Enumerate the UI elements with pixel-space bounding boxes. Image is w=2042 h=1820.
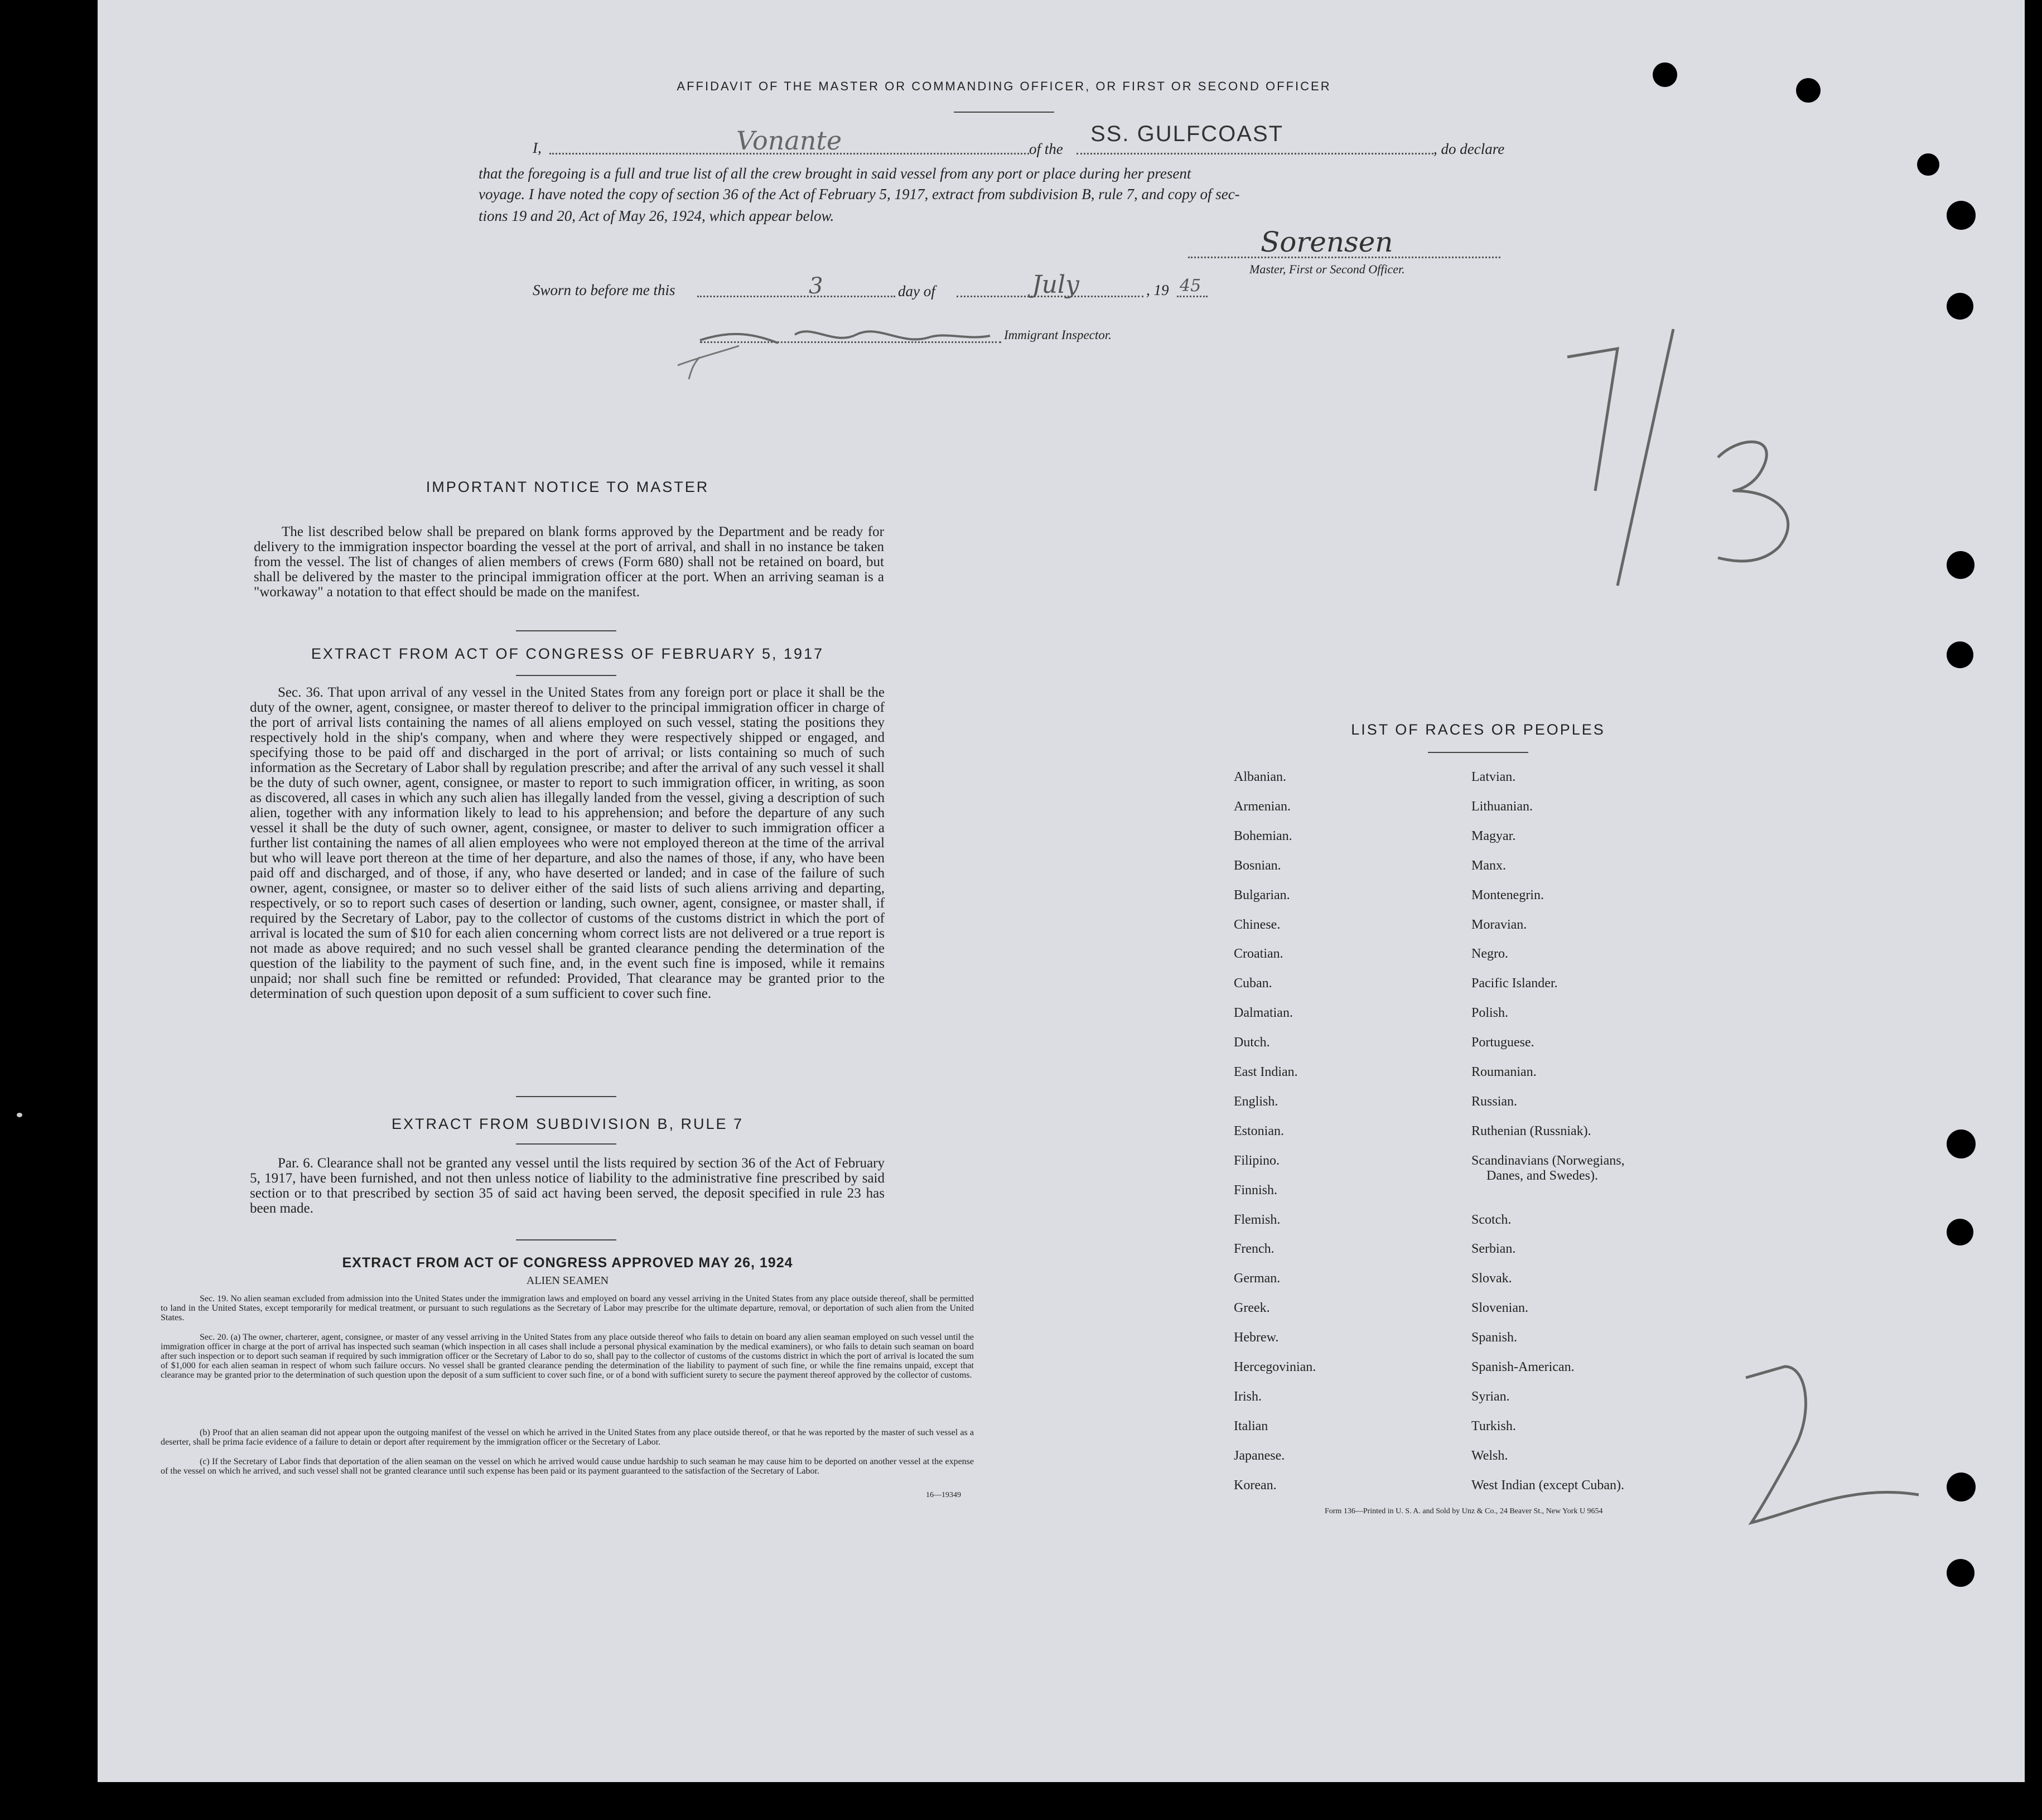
race-item: Roumanian. bbox=[1471, 1065, 1537, 1079]
rule7-title: EXTRACT FROM SUBDIVISION B, RULE 7 bbox=[391, 1116, 744, 1132]
race-item: Estonian. bbox=[1234, 1123, 1284, 1138]
race-item: Portuguese. bbox=[1471, 1035, 1534, 1050]
sworn-day: 3 bbox=[809, 273, 823, 299]
sec19-text: Sec. 19. No alien seaman excluded from admission into the United States under the immigration laws and employed on board any vessel arriving in the United States from any place outside thereof, shall be permitted to land in the United States, except temporarily for medical treatment, or pursuant to such regulations as the Secretary of Labor may prescribe for the ultimate departure, removal, or deportation of such alien from the United States. bbox=[161, 1294, 974, 1322]
race-item: Magyar. bbox=[1471, 828, 1516, 843]
race-item: Chinese. bbox=[1234, 917, 1281, 932]
race-item: Spanish-American. bbox=[1471, 1360, 1575, 1374]
extract-1917-title: EXTRACT FROM ACT OF CONGRESS OF FEBRUARY 5, 1917 bbox=[311, 645, 824, 662]
affidavit-body-2: voyage. I have noted the copy of section 36 of the Act of February 5, 1917, extract from subdivision B, rule 7, and copy of sec- bbox=[479, 186, 1240, 202]
rule7-rule bbox=[516, 1143, 616, 1145]
vessel-line bbox=[1076, 153, 1433, 155]
race-item: Negro. bbox=[1471, 947, 1508, 962]
race-item: Serbian. bbox=[1471, 1242, 1516, 1257]
race-item: German. bbox=[1234, 1271, 1281, 1286]
race-item: Slovenian. bbox=[1471, 1301, 1528, 1316]
i-label: I, bbox=[533, 139, 542, 156]
extract-1917-end-rule bbox=[516, 1096, 616, 1097]
vessel-name: SS. GULFCOAST bbox=[1090, 122, 1284, 146]
sec20b-text: (b) Proof that an alien seaman did not appear upon the outgoing manifest of the vessel on which he arrived in the United States from any place outside thereof, or that he was reported by the master of such vessel as a deserter, shall be prima facie evidence of a failure to detain or deport after requirement by the immigration officer or the Secretary of Labor. bbox=[161, 1428, 974, 1447]
punch-hole bbox=[1947, 293, 1973, 320]
sec20c-text: (c) If the Secretary of Labor finds that deportation of the alien seaman on the vessel on which he arrived would cause undue hardship to such seaman he may cause him to be deported on another vessel at the expense of the vessel on which he arrived, and such vessel shall not be granted clearance until such expense has been paid or its payment guaranteed to the satisfaction of the Secretary of Labor. bbox=[161, 1457, 974, 1476]
rule7-end-rule bbox=[516, 1239, 616, 1240]
sec20a-text: Sec. 20. (a) The owner, charterer, agent, consignee, or master of any vessel arriving in the United States from any place outside thereof who fails to detain on board any alien seaman employed on such vessel until the immigration officer in charge at the port of arrival has inspected such seaman (which inspection in all cases shall include a personal physical examination by the medical examiners), or who fails to detain such seaman on board after such inspection or to deport such seaman if required by such immigration officer or the Secretary of Labor to do so, shall pay to the collector of customs of the customs district in which the port of arrival is located the sum of $1,000 for each alien seaman in respect of whom such failure occurs. No vessel shall be granted clearance pending the determination of the liability to payment of such fine, or while the fine remains unpaid, except that clearance may be granted prior to the determination of such question upon the deposit of a sum sufficient to cover such fine, or of a bond with sufficient surety to secure the payment thereof approved by the collector of customs. bbox=[161, 1333, 974, 1380]
annotation-7-3 bbox=[1556, 324, 1813, 602]
race-item: Finnish. bbox=[1234, 1182, 1278, 1198]
handwritten-name-text: Vonante bbox=[736, 125, 842, 156]
race-item: Cuban. bbox=[1234, 976, 1272, 991]
race-item: Dalmatian. bbox=[1234, 1006, 1293, 1021]
punch-hole bbox=[1947, 1219, 1973, 1245]
race-item: Polish. bbox=[1471, 1006, 1509, 1021]
race-item: Hercegovinian. bbox=[1234, 1360, 1316, 1374]
signature-caption: Master, First or Second Officer. bbox=[1249, 262, 1405, 276]
punch-hole bbox=[1947, 1559, 1975, 1587]
rule7-body: Par. 6. Clearance shall not be granted any vessel until the lists required by section 36 of the Act of February 5, 1917, have been furnished, and not then unless notice of liability to the administrative fine prescribed by said section or to that prescribed by section 35 of said act having been served, the deposit specified in rule 23 has been made. bbox=[250, 1156, 885, 1216]
race-item: Croatian. bbox=[1234, 947, 1283, 962]
race-item: Japanese. bbox=[1234, 1448, 1285, 1463]
punch-hole bbox=[1947, 1129, 1976, 1158]
affidavit-body-3: tions 19 and 20, Act of May 26, 1924, which appear below. bbox=[479, 207, 834, 224]
race-item: Dutch. bbox=[1234, 1035, 1270, 1050]
year-suffix: 45 bbox=[1180, 276, 1201, 296]
race-item: Spanish. bbox=[1471, 1330, 1518, 1345]
race-item: Bohemian. bbox=[1234, 828, 1292, 843]
form-code: 16—19349 bbox=[926, 1491, 961, 1499]
race-item: Filipino. bbox=[1234, 1153, 1280, 1168]
race-item: Montenegrin. bbox=[1471, 887, 1544, 902]
day-line bbox=[697, 296, 895, 297]
race-item: English. bbox=[1234, 1094, 1278, 1109]
race-item: Irish. bbox=[1234, 1389, 1262, 1404]
of-the-label: of the bbox=[1029, 141, 1063, 157]
race-item: Bosnian. bbox=[1234, 858, 1281, 873]
sworn-month: July bbox=[1032, 271, 1079, 299]
race-item: Italian bbox=[1234, 1418, 1268, 1433]
race-item: Welsh. bbox=[1471, 1448, 1508, 1463]
race-item: West Indian (except Cuban). bbox=[1471, 1478, 1624, 1493]
punch-hole bbox=[1796, 78, 1821, 103]
extract-1924-title: EXTRACT FROM ACT OF CONGRESS APPROVED MAY 26, 1924 bbox=[342, 1255, 793, 1271]
punch-hole bbox=[1653, 62, 1677, 87]
race-item: Scotch. bbox=[1471, 1212, 1512, 1227]
officer-signature: Sorensen bbox=[1261, 226, 1393, 258]
extract-1924-subtitle: ALIEN SEAMEN bbox=[526, 1275, 609, 1287]
punch-hole bbox=[1917, 153, 1939, 176]
inspector-caption: Immigrant Inspector. bbox=[1004, 328, 1112, 342]
race-item: Manx. bbox=[1471, 858, 1506, 873]
form-footer: Form 136—Printed in U. S. A. and Sold by Unz & Co., 24 Beaver St., New York U 9654 bbox=[1325, 1507, 1603, 1515]
race-item: Albanian. bbox=[1234, 770, 1286, 784]
race-item: Ruthenian (Russniak). bbox=[1471, 1123, 1591, 1138]
year-prefix: , 19 bbox=[1146, 282, 1169, 298]
race-item: Flemish. bbox=[1234, 1212, 1281, 1227]
year-line bbox=[1177, 296, 1208, 297]
edge-mark bbox=[17, 1113, 22, 1117]
do-declare: , do declare bbox=[1433, 141, 1505, 157]
race-item: Danes, and Swedes). bbox=[1486, 1168, 1598, 1183]
punch-hole bbox=[1947, 201, 1976, 230]
sworn-label: Sworn to before me this bbox=[533, 282, 675, 298]
notice-title: IMPORTANT NOTICE TO MASTER bbox=[426, 479, 709, 495]
notice-body: The list described below shall be prepared on blank forms approved by the Department and be ready for delivery to the immigration inspector boarding the vessel at the port of arrival, and shall in no instance be taken from the vessel. The list of changes of alien members of crews (Form 680) shall not be retained on board, but shall be delivered by the master to the principal immigration officer at the port. When an arriving seaman is a "workaway" a notation to that effect should be made on the manifest. bbox=[254, 524, 884, 600]
punch-hole bbox=[1947, 641, 1973, 668]
day-of-label: day of bbox=[898, 283, 935, 300]
notice-rule bbox=[516, 630, 616, 631]
race-item: Slovak. bbox=[1471, 1271, 1512, 1286]
races-title: LIST OF RACES OR PEOPLES bbox=[1351, 721, 1605, 738]
race-item: Armenian. bbox=[1234, 799, 1291, 814]
races-rule bbox=[1428, 752, 1528, 753]
race-item: Bulgarian. bbox=[1234, 887, 1290, 902]
affidavit-body-1: that the foregoing is a full and true list of all the crew brought in said vessel from any port or place during her present bbox=[479, 165, 1191, 182]
race-item: Turkish. bbox=[1471, 1418, 1516, 1433]
race-item: Hebrew. bbox=[1234, 1330, 1279, 1345]
race-item: Latvian. bbox=[1471, 770, 1516, 784]
race-item: Russian. bbox=[1471, 1094, 1518, 1109]
annotation-2 bbox=[1740, 1344, 1924, 1528]
race-item: Greek. bbox=[1234, 1301, 1270, 1316]
race-item: Scandinavians (Norwegians, bbox=[1471, 1153, 1625, 1168]
race-item: French. bbox=[1234, 1242, 1275, 1257]
race-item: East Indian. bbox=[1234, 1065, 1298, 1079]
punch-hole bbox=[1947, 551, 1975, 579]
race-item: Pacific Islander. bbox=[1471, 976, 1558, 991]
race-item: Syrian. bbox=[1471, 1389, 1510, 1404]
race-item: Moravian. bbox=[1471, 917, 1527, 932]
race-item: Lithuanian. bbox=[1471, 799, 1533, 814]
inspector-signature bbox=[667, 312, 1012, 385]
extract-1917-rule bbox=[516, 675, 616, 676]
affidavit-title: AFFIDAVIT OF THE MASTER OR COMMANDING OFFICER, OR FIRST OR SECOND OFFICER bbox=[677, 79, 1331, 93]
punch-hole bbox=[1947, 1473, 1976, 1502]
title-rule bbox=[954, 112, 1054, 113]
race-item: Korean. bbox=[1234, 1478, 1277, 1493]
extract-1917-body: Sec. 36. That upon arrival of any vessel in the United States from any foreign port or place it shall be the duty of the owner, agent, consignee, or master thereof to deliver to the principal immigration officer in charge of the port of arrival lists containing the names of all aliens employed on such vessel, stating the positions they respectively hold in the ship's company, when and where they were respectively shipped or engaged, and specifying those to be paid off and discharged in the port of arrival; or lists containing so much of such information as the Secretary of Labor shall by regulation prescribe; and after the arrival of any such vessel it shall be the duty of such owner, agent, consignee, or master to report to such immigration officer, in writing, as soon as discovered, all cases in which any such alien has illegally landed from the vessel, giving a description of such alien, together with any information likely to lead to his apprehension; and before the departure of any such vessel it shall be the duty of such owner, agent, consignee, or master to deliver to such immigration officer a further list containing the names of all alien employees who were not employed thereon at the time of the arrival but who will leave port thereon at the time of her departure, and also the names of those, if any, who have been paid off and discharged, and of those, if any, who have deserted or landed; and in case of the failure of such owner, agent, consignee, or master so to deliver either of the said lists of such aliens arriving and departing, respectively, or so to report such cases of desertion or landing, such owner, agent, consignee, or master shall, if required by the Secretary of Labor, pay to the collector of customs of the customs district in which the port of arrival is located the sum of $10 for each alien concerning whom correct lists are not delivered or a true report is not made as above required; and no such vessel shall be granted clearance pending the determination of the question of the liability to the payment of such fine, and, in the event such fine is imposed, while it remains unpaid; nor shall such fine be remitted or refunded: Provided, That clearance may be granted prior to the determination of such question upon deposit of a sum sufficient to cover such fine. bbox=[250, 685, 885, 1001]
